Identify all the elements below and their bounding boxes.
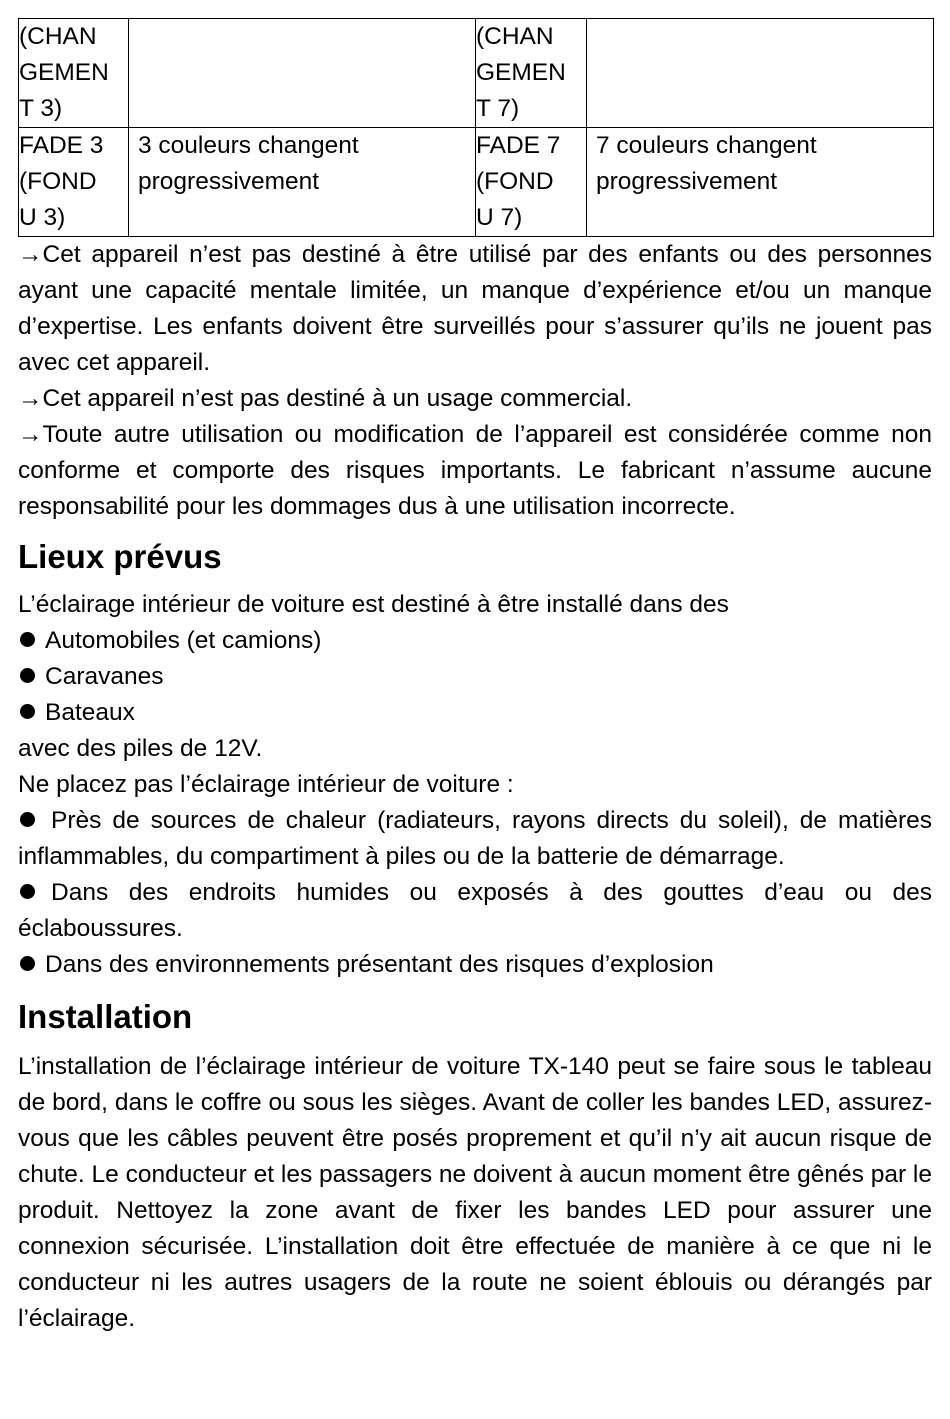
- mode-description-cell: [587, 19, 934, 128]
- installation-body: L’installation de l’éclairage intérieur de voiture TX-140 peut se faire sous le tableau de bord, dans le coffre ou sous les sièges. Avant de coller les bandes LED, assurez-vous que les câbles peuvent être posés proprement et qu’il n’y ait aucun risque de chute. Le conducteur et les passagers ne doivent à aucun moment être gênés par le produit. Nettoyez la zone avant de fixer les bandes LED pour assurer une connexion sécurisée. L’installation doit être effectuée de manière à ce que ni le conducteur ni les autres usagers de la route ne soient éblouis ou dérangés par l’éclairage.: [18, 1053, 932, 1332]
- bullet-icon: [18, 947, 45, 983]
- bullet-icon: [18, 659, 45, 695]
- list-item: Caravanes: [18, 659, 932, 695]
- warning-misuse: →Toute autre utilisation ou modification de l’appareil est considérée comme non conforme et comporte des risques importants. Le fabricant n’assume aucune responsabilité pour les dommages dus à une utilisation incorrecte.: [18, 421, 932, 520]
- bullet-icon: [18, 695, 45, 731]
- mode-description-cell: 7 couleurs changent progressivement: [587, 128, 934, 237]
- warning-children: →Cet appareil n’est pas destiné à être utilisé par des enfants ou des personnes ayant une capacité mentale limitée, un manque d’expérience et/ou un manque d’expertise. Les enfants doivent être surveillés pour s’assurer qu’ils ne jouent pas avec cet appareil.: [18, 241, 932, 376]
- mode-description-cell: [129, 19, 476, 128]
- bullet-icon: [20, 812, 35, 827]
- table-row: [19, 128, 934, 237]
- warning-commercial: →Cet appareil n’est pas destiné à un usage commercial.: [18, 385, 633, 412]
- list-item: Dans des endroits humides ou exposés à des gouttes d’eau ou des éclaboussures.: [18, 879, 932, 942]
- section-heading-installation: Installation: [18, 998, 193, 1035]
- bullet-icon: [20, 884, 35, 899]
- mode-code-cell: (CHAN GEMEN T 3): [19, 19, 129, 128]
- bullet-icon: [18, 623, 45, 659]
- lieux-intro: L’éclairage intérieur de voiture est destiné à être installé dans des: [18, 591, 729, 618]
- section-heading-lieux: Lieux prévus: [18, 538, 222, 575]
- mode-code-cell: (CHAN GEMEN T 7): [476, 19, 587, 128]
- list-item: Dans des environnements présentant des risques d’explosion: [18, 947, 932, 983]
- mode-code-cell: FADE 7 (FOND U 7): [476, 128, 587, 237]
- list-item: Près de sources de chaleur (radiateurs, rayons directs du soleil), de matières inflammables, du compartiment à piles ou de la batterie de démarrage.: [18, 807, 932, 870]
- lieux-battery-note: avec des piles de 12V.: [18, 735, 263, 762]
- table-row: [19, 19, 934, 128]
- list-item: Automobiles (et camions): [18, 623, 932, 659]
- lieux-avoid-intro: Ne placez pas l’éclairage intérieur de voiture :: [18, 771, 514, 798]
- list-item: Bateaux: [18, 695, 932, 731]
- light-modes-table: [18, 18, 934, 237]
- mode-description-cell: 3 couleurs changent progressivement: [129, 128, 476, 237]
- mode-code-cell: FADE 3 (FOND U 3): [19, 128, 129, 237]
